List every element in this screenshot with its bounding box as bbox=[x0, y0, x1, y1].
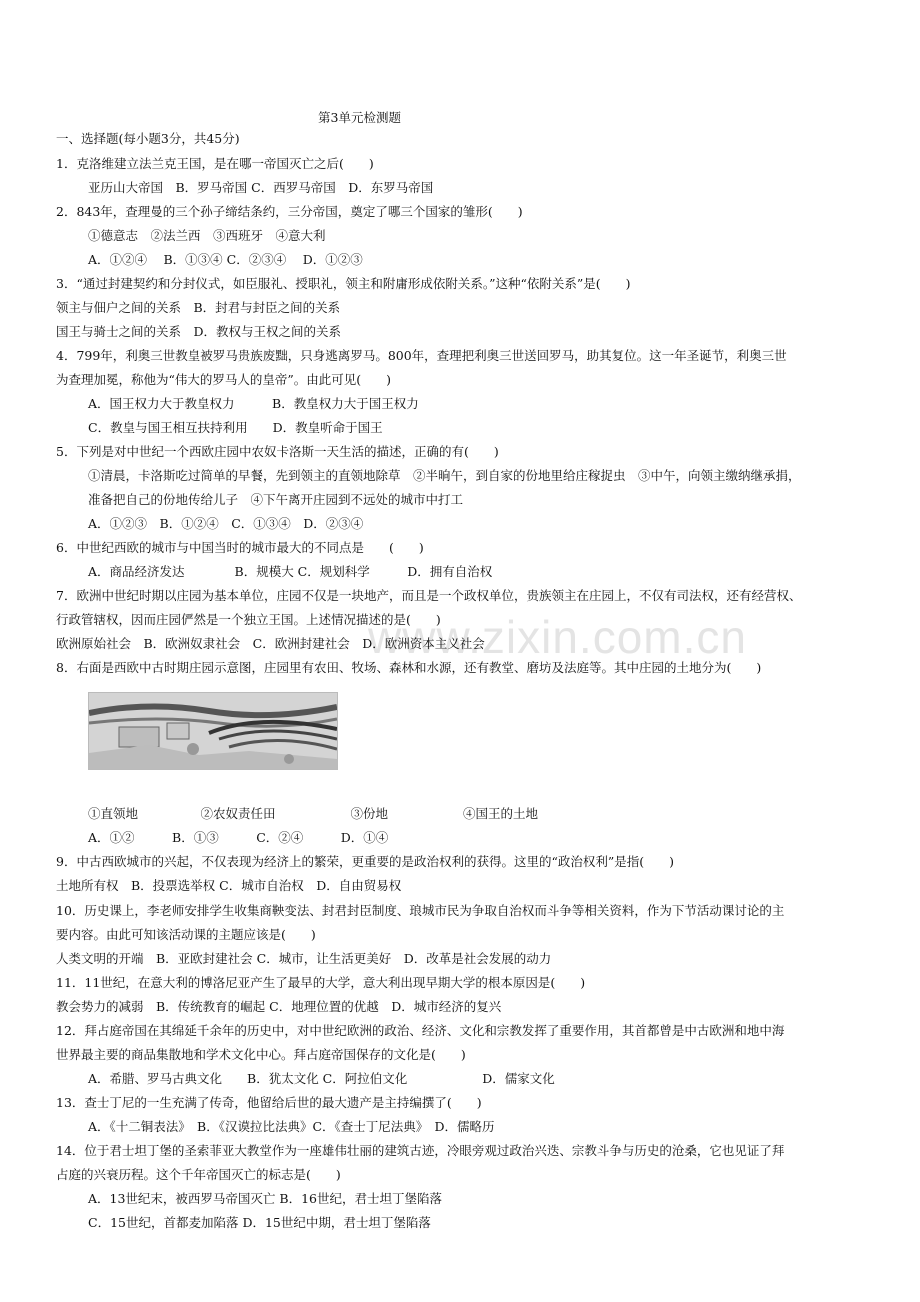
q9-options: 土地所有权 B．投票选举权 C．城市自治权 D．自由贸易权 bbox=[56, 878, 402, 893]
q7-stem-2: 行政管辖权，因而庄园俨然是一个独立王国。上述情况描述的是( ) bbox=[56, 612, 441, 627]
q7-options: 欧洲原始社会 B．欧洲奴隶社会 C．欧洲封建社会 D．欧洲资本主义社会 bbox=[56, 636, 485, 651]
q10-stem-1: 10．历史课上，李老师安排学生收集商鞅变法、封君封臣制度、琅城市民为争取自治权而斗争等相关资料，作为下节活动课讨论的主 bbox=[56, 903, 785, 918]
q1-options: 亚历山大帝国 B．罗马帝国 C．西罗马帝国 D．东罗马帝国 bbox=[88, 180, 434, 195]
q14-stem-1: 14．位于君士坦丁堡的圣索菲亚大教堂作为一座雄伟壮丽的建筑古迹，冷眼旁观过政治兴迭、宗教斗争与历史的沧桑，它也见证了拜 bbox=[56, 1143, 785, 1158]
q2-options: A．①②④ B．①③④ C．②③④ D．①②③ bbox=[88, 252, 363, 267]
q3-stem: 3．“通过封建契约和分封仪式，如臣服礼、授职礼，领主和附庸形成依附关系。”这种“依附关系”是( ) bbox=[56, 276, 631, 291]
q10-stem-2: 要内容。由此可知该活动课的主题应该是( ) bbox=[56, 927, 316, 942]
q12-stem-1: 12．拜占庭帝国在其绵延千余年的历史中，对中世纪欧洲的政治、经济、文化和宗教发挥了重要作用，其首都曾是中古欧洲和地中海 bbox=[56, 1023, 785, 1038]
q14-options-2: C．15世纪，首都麦加陷落 D．15世纪中期，君士坦丁堡陷落 bbox=[88, 1215, 431, 1230]
q13-stem: 13．查士丁尼的一生充满了传奇，他留给后世的最大遗产是主持编撰了( ) bbox=[56, 1095, 482, 1110]
q4-stem-2: 为查理加冕，称他为“伟大的罗马人的皇帝”。由此可见( ) bbox=[56, 372, 392, 387]
q7-stem-1: 7．欧洲中世纪时期以庄园为基本单位，庄园不仅是一块地产，而且是一个政权单位，贵族领主在庄园上，不仅有司法权，还有经营权、 bbox=[56, 588, 802, 603]
q5-options: A．①②③ B．①②④ C．①③④ D．②③④ bbox=[88, 516, 364, 531]
q8-stem: 8．右面是西欧中古时期庄园示意图，庄园里有农田、牧场、森林和水源，还有教堂、磨坊及法庭等。其中庄园的土地分为( ) bbox=[56, 660, 762, 675]
q13-options: A．《十二铜表法》 B．《汉谟拉比法典》C．《查士丁尼法典》 D．儒略历 bbox=[88, 1119, 495, 1134]
q14-stem-2: 占庭的兴衰历程。这个千年帝国灭亡的标志是( ) bbox=[56, 1167, 341, 1182]
q8-items: ①直领地 ②农奴责任田 ③份地 ④国王的土地 bbox=[88, 806, 539, 821]
watermark: www.zixin.com.cn bbox=[368, 611, 747, 663]
q5-items-1: ①清晨，卡洛斯吃过简单的早餐，先到领主的直领地除草 ②半晌午，到自家的份地里给庄稼捉虫 ③中午，向领主缴纳继承捐， bbox=[88, 468, 801, 483]
q2-items: ①德意志 ②法兰西 ③西班牙 ④意大利 bbox=[88, 228, 326, 243]
q9-stem: 9．中古西欧城市的兴起，不仅表现为经济上的繁荣，更重要的是政治权利的获得。这里的“政治权利”是指( ) bbox=[56, 854, 674, 869]
q12-stem-2: 世界最主要的商品集散地和学术文化中心。拜占庭帝国保存的文化是( ) bbox=[56, 1047, 466, 1062]
q4-options-2: C．教皇与国王相互扶持利用 D．教皇听命于国王 bbox=[88, 420, 383, 435]
q3-options-1: 领主与佃户之间的关系 B．封君与封臣之间的关系 bbox=[56, 300, 341, 315]
q2-stem: 2．843年，查理曼的三个孙子缔结条约，三分帝国，奠定了哪三个国家的雏形( ) bbox=[56, 204, 523, 219]
q5-stem: 5．下列是对中世纪一个西欧庄园中农奴卡洛斯一天生活的描述，正确的有( ) bbox=[56, 444, 499, 459]
q11-stem: 11．11世纪，在意大利的博洛尼亚产生了最早的大学，意大利出现早期大学的根本原因是( ) bbox=[56, 975, 586, 990]
page-title: 第3单元检测题 bbox=[318, 110, 401, 125]
q3-options-2: 国王与骑士之间的关系 D．教权与王权之间的关系 bbox=[56, 324, 342, 339]
q14-options-1: A．13世纪末，被西罗马帝国灭亡 B．16世纪，君士坦丁堡陷落 bbox=[88, 1191, 442, 1206]
q6-stem: 6．中世纪西欧的城市与中国当时的城市最大的不同点是 ( ) bbox=[56, 540, 424, 555]
q6-options: A．商品经济发达 B．规模大 C．规划科学 D．拥有自治权 bbox=[88, 564, 493, 579]
section-heading: 一、选择题(每小题3分，共45分) bbox=[56, 131, 240, 146]
q10-options: 人类文明的开端 B．亚欧封建社会 C．城市，让生活更美好 D．改革是社会发展的动力 bbox=[56, 951, 552, 966]
q8-options: A．①② B．①③ C．②④ D．①④ bbox=[88, 830, 389, 845]
manor-map-image bbox=[88, 692, 338, 770]
q1-stem: 1．克洛维建立法兰克王国，是在哪一帝国灭亡之后( ) bbox=[56, 156, 374, 171]
q4-stem-1: 4．799年，利奥三世教皇被罗马贵族废黜，只身逃离罗马。800年，查理把利奥三世送回罗马，助其复位。这一年圣诞节，利奥三世 bbox=[56, 348, 787, 363]
q5-items-2: 准备把自己的份地传给儿子 ④下午离开庄园到不远处的城市中打工 bbox=[88, 492, 464, 507]
q4-options-1: A．国王权力大于教皇权力 B．教皇权力大于国王权力 bbox=[88, 396, 419, 411]
manor-sketch-icon bbox=[89, 693, 337, 769]
q11-options: 教会势力的减弱 B．传统教育的崛起 C．地理位置的优越 D．城市经济的复兴 bbox=[56, 999, 502, 1014]
q12-options: A．希腊、罗马古典文化 B．犹太文化 C．阿拉伯文化 D．儒家文化 bbox=[88, 1071, 555, 1086]
